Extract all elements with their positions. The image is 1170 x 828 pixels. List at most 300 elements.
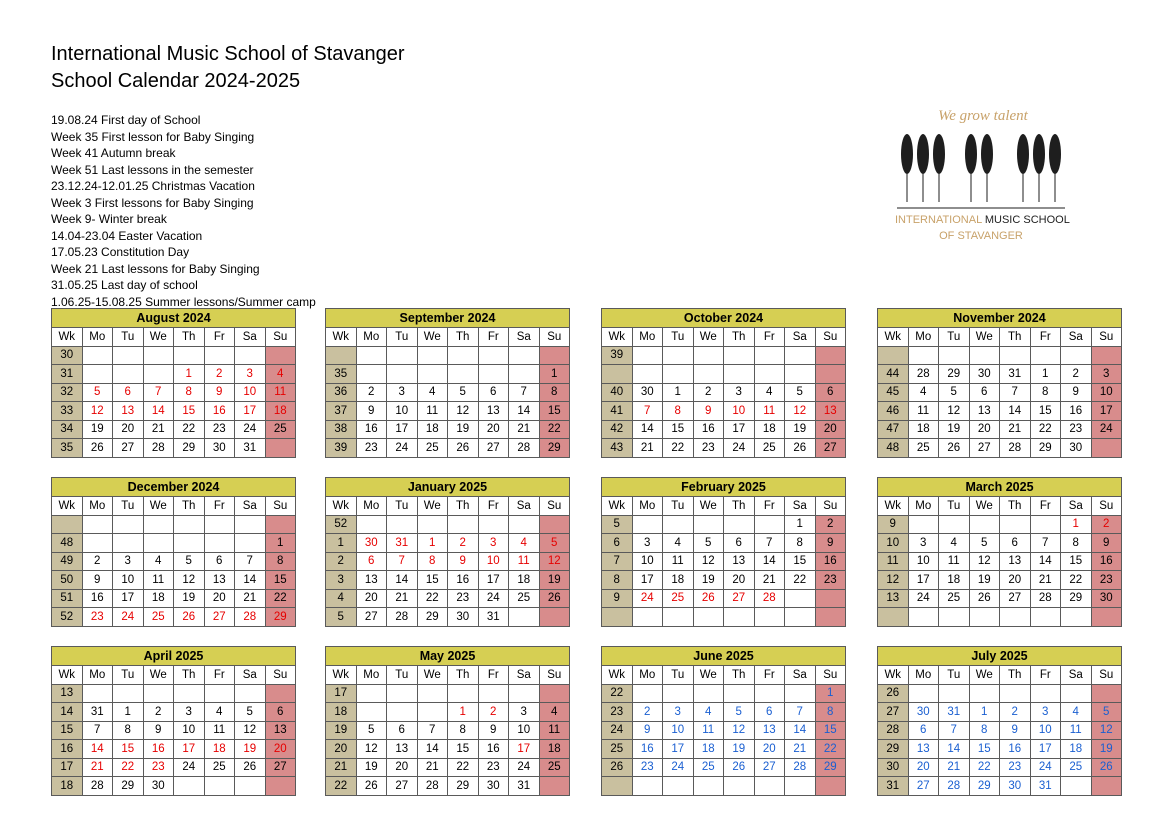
day-header: Su [265,328,296,347]
day-cell: 10 [632,552,663,571]
week-number: 7 [602,552,633,571]
day-header: Tu [113,666,144,685]
day-cell: 28 [939,777,970,796]
day-cell: 5 [1091,703,1122,722]
day-header: Fr [754,666,785,685]
day-cell: 22 [1030,420,1061,439]
day-cell: 15 [174,402,205,421]
day-cell [174,346,205,365]
day-cell [724,346,755,365]
day-header: Sa [1061,328,1092,347]
day-cell: 11 [417,402,448,421]
day-cell: 28 [754,589,785,608]
day-cell [174,777,205,796]
page-subtitle: School Calendar 2024-2025 [51,70,301,92]
day-cell: 26 [693,589,724,608]
day-cell: 29 [969,777,1000,796]
day-cell [82,534,113,553]
day-cell: 17 [509,740,540,759]
day-cell: 1 [815,684,846,703]
day-cell: 9 [478,721,509,740]
day-cell: 30 [356,534,387,553]
day-cell: 14 [1000,402,1031,421]
day-cell [265,346,296,365]
logo-name: INTERNATIONAL MUSIC SCHOOL [895,214,1070,226]
day-cell: 17 [1091,402,1122,421]
week-number [326,346,357,365]
day-cell: 25 [265,420,296,439]
day-cell [1030,608,1061,627]
day-cell: 25 [908,439,939,458]
day-cell: 24 [387,439,418,458]
day-cell: 3 [724,383,755,402]
day-cell [663,684,694,703]
week-number: 52 [52,608,83,627]
day-cell: 25 [754,439,785,458]
week-number: 22 [602,684,633,703]
day-cell: 9 [82,571,113,590]
day-cell: 8 [785,534,816,553]
note-line: 14.04-23.04 Easter Vacation [51,228,203,243]
day-cell [509,346,540,365]
day-cell [82,684,113,703]
day-cell [235,534,266,553]
day-header: Fr [754,328,785,347]
day-cell: 12 [1091,721,1122,740]
day-cell: 19 [448,420,479,439]
day-cell: 21 [509,420,540,439]
day-cell: 14 [509,402,540,421]
day-cell: 16 [815,552,846,571]
day-cell: 23 [632,758,663,777]
day-cell: 3 [387,383,418,402]
day-cell: 20 [815,420,846,439]
day-cell: 21 [417,758,448,777]
day-cell: 28 [82,777,113,796]
week-number: 33 [52,402,83,421]
day-cell: 2 [693,383,724,402]
day-cell [969,346,1000,365]
day-cell: 2 [204,365,235,384]
day-header: Su [815,328,846,347]
day-cell: 27 [754,758,785,777]
day-cell [417,515,448,534]
week-number: 17 [52,758,83,777]
day-cell: 2 [143,703,174,722]
week-number [878,608,909,627]
week-number: 18 [52,777,83,796]
day-cell: 28 [908,365,939,384]
day-cell: 22 [1061,571,1092,590]
day-cell: 4 [265,365,296,384]
day-cell [417,703,448,722]
day-cell: 27 [356,608,387,627]
week-number: 43 [602,439,633,458]
day-cell: 26 [785,439,816,458]
week-number: 4 [326,589,357,608]
day-cell [509,608,540,627]
month-title: July 2025 [878,647,1122,666]
day-cell: 7 [143,383,174,402]
day-cell: 20 [356,589,387,608]
day-header: Th [724,328,755,347]
day-cell: 22 [174,420,205,439]
week-number: 37 [326,402,357,421]
day-cell: 17 [235,402,266,421]
day-cell: 8 [969,721,1000,740]
day-cell [754,365,785,384]
day-cell [785,346,816,365]
day-cell: 20 [969,420,1000,439]
week-number: 35 [326,365,357,384]
week-number: 6 [602,534,633,553]
day-cell: 26 [939,439,970,458]
day-cell: 14 [82,740,113,759]
day-cell: 8 [1061,534,1092,553]
day-cell [265,439,296,458]
day-header: Wk [602,328,633,347]
day-cell: 28 [785,758,816,777]
day-header: Tu [387,497,418,516]
day-cell: 9 [1000,721,1031,740]
note-line: 19.08.24 First day of School [51,113,201,127]
week-number: 34 [52,420,83,439]
day-cell: 1 [1061,515,1092,534]
day-cell: 25 [539,758,570,777]
day-cell [448,365,479,384]
week-number: 14 [52,703,83,722]
calendar-notes [51,112,316,310]
day-header: Fr [754,497,785,516]
day-cell: 14 [1030,552,1061,571]
day-cell [632,608,663,627]
day-cell: 13 [265,721,296,740]
day-cell: 31 [387,534,418,553]
day-cell: 7 [1000,383,1031,402]
day-cell: 30 [478,777,509,796]
day-cell [478,515,509,534]
day-cell: 17 [1030,740,1061,759]
week-number: 41 [602,402,633,421]
day-cell [1091,439,1122,458]
day-cell [939,515,970,534]
day-cell: 12 [693,552,724,571]
day-cell [448,515,479,534]
day-header: Tu [663,328,694,347]
day-cell [387,365,418,384]
day-header: Su [1091,666,1122,685]
day-header: We [417,328,448,347]
day-cell: 30 [1091,589,1122,608]
week-number: 10 [878,534,909,553]
day-header: Fr [1030,666,1061,685]
day-header: Su [539,666,570,685]
day-header: Sa [509,328,540,347]
day-cell: 8 [417,552,448,571]
day-cell [417,346,448,365]
day-cell: 1 [539,365,570,384]
day-header: Wk [52,666,83,685]
day-header: Mo [908,666,939,685]
day-header: We [417,497,448,516]
day-cell: 4 [754,383,785,402]
day-cell [174,515,205,534]
day-header: Tu [387,666,418,685]
day-cell: 2 [356,383,387,402]
day-cell [724,608,755,627]
day-cell [815,777,846,796]
day-cell [1061,346,1092,365]
day-header: Mo [632,328,663,347]
day-header: Mo [632,666,663,685]
day-cell: 15 [785,552,816,571]
day-cell: 17 [478,571,509,590]
day-cell [478,365,509,384]
month-title: January 2025 [326,478,570,497]
day-cell: 13 [969,402,1000,421]
day-cell: 29 [1061,589,1092,608]
day-cell: 5 [785,383,816,402]
day-cell: 15 [448,740,479,759]
day-cell: 3 [632,534,663,553]
day-cell: 30 [908,703,939,722]
day-cell: 15 [113,740,144,759]
day-cell: 15 [1030,402,1061,421]
day-cell: 28 [417,777,448,796]
day-header: Th [448,666,479,685]
day-cell: 23 [143,758,174,777]
day-cell [815,346,846,365]
day-cell: 5 [693,534,724,553]
note-line: Week 41 Autumn break [51,146,176,160]
day-cell: 22 [815,740,846,759]
note-line: 1.06.25-15.08.25 Summer lessons/Summer camp [51,294,316,309]
day-cell: 5 [356,721,387,740]
day-cell [754,684,785,703]
logo-tagline: We grow talent [938,108,1028,124]
day-cell: 10 [1030,721,1061,740]
day-cell: 19 [693,571,724,590]
day-cell [143,515,174,534]
day-cell: 23 [204,420,235,439]
day-cell: 18 [204,740,235,759]
day-cell: 16 [1061,402,1092,421]
day-cell: 5 [82,383,113,402]
day-cell: 3 [235,365,266,384]
day-header: We [969,497,1000,516]
day-header: Wk [878,666,909,685]
day-cell: 2 [1000,703,1031,722]
day-cell: 20 [908,758,939,777]
day-cell: 7 [632,402,663,421]
day-cell [204,534,235,553]
note-line: Week 21 Last lessons for Baby Singing [51,261,260,276]
day-cell: 16 [356,420,387,439]
day-cell: 19 [785,420,816,439]
school-logo [895,92,1070,244]
day-cell: 11 [539,721,570,740]
week-number: 48 [878,439,909,458]
day-cell: 8 [174,383,205,402]
month-title: October 2024 [602,309,846,328]
day-cell: 13 [815,402,846,421]
month-title: April 2025 [52,647,296,666]
day-header: Wk [326,497,357,516]
day-cell: 22 [265,589,296,608]
day-cell [1091,346,1122,365]
day-cell [509,684,540,703]
day-cell: 30 [143,777,174,796]
day-cell: 5 [235,703,266,722]
day-cell: 22 [785,571,816,590]
month-calendar [51,477,296,627]
day-cell: 11 [939,552,970,571]
day-cell: 6 [908,721,939,740]
day-cell: 12 [448,402,479,421]
day-cell [815,365,846,384]
week-number: 38 [326,420,357,439]
day-cell [235,515,266,534]
day-header: Tu [663,666,694,685]
day-cell: 19 [1091,740,1122,759]
day-cell: 10 [908,552,939,571]
day-header: Su [539,328,570,347]
day-header: Sa [785,497,816,516]
day-cell: 16 [693,420,724,439]
day-cell: 4 [939,534,970,553]
day-cell: 10 [174,721,205,740]
day-cell: 30 [969,365,1000,384]
day-header: Th [448,497,479,516]
day-cell [539,515,570,534]
day-cell: 30 [1000,777,1031,796]
day-cell: 11 [1061,721,1092,740]
day-cell: 18 [939,571,970,590]
day-cell: 25 [693,758,724,777]
week-number: 46 [878,402,909,421]
day-cell: 29 [539,439,570,458]
day-cell: 31 [1000,365,1031,384]
day-header: Th [1000,666,1031,685]
day-cell [815,589,846,608]
day-cell: 20 [113,420,144,439]
day-cell [1030,684,1061,703]
day-cell: 13 [908,740,939,759]
week-number: 26 [602,758,633,777]
day-cell: 29 [1030,439,1061,458]
week-number: 30 [878,758,909,777]
day-cell: 8 [1030,383,1061,402]
month-calendar [51,308,296,458]
month-calendar [877,646,1122,796]
day-cell: 1 [417,534,448,553]
day-cell [1061,608,1092,627]
day-cell: 30 [448,608,479,627]
day-cell: 4 [908,383,939,402]
day-header: Fr [478,666,509,685]
day-header: Mo [356,666,387,685]
note-line: Week 35 First lesson for Baby Singing [51,129,255,144]
day-cell: 4 [539,703,570,722]
day-cell: 18 [509,571,540,590]
day-cell: 25 [204,758,235,777]
week-number: 40 [602,383,633,402]
day-cell: 10 [113,571,144,590]
day-cell [82,365,113,384]
month-title: March 2025 [878,478,1122,497]
day-cell [1000,515,1031,534]
day-cell [632,346,663,365]
week-number: 21 [326,758,357,777]
week-number: 5 [326,608,357,627]
day-cell: 4 [509,534,540,553]
week-number: 25 [602,740,633,759]
day-cell: 27 [387,777,418,796]
week-number: 28 [878,721,909,740]
month-title: May 2025 [326,647,570,666]
day-cell: 9 [448,552,479,571]
day-cell: 22 [969,758,1000,777]
day-cell: 20 [1000,571,1031,590]
day-header: Sa [509,497,540,516]
day-cell: 27 [113,439,144,458]
day-cell [82,346,113,365]
week-number [602,608,633,627]
day-cell: 6 [815,383,846,402]
week-number: 9 [602,589,633,608]
day-cell [754,346,785,365]
day-cell [693,365,724,384]
week-number: 13 [878,589,909,608]
day-cell: 5 [174,552,205,571]
day-cell [509,515,540,534]
day-cell: 1 [1030,365,1061,384]
day-cell: 5 [939,383,970,402]
day-cell [143,684,174,703]
day-cell: 31 [478,608,509,627]
day-cell: 2 [82,552,113,571]
day-header: We [693,666,724,685]
day-header: Fr [204,666,235,685]
day-cell: 23 [815,571,846,590]
note-line: Week 3 First lessons for Baby Singing [51,195,254,210]
day-cell [632,515,663,534]
day-cell: 28 [1030,589,1061,608]
day-cell: 29 [815,758,846,777]
day-header: Fr [204,328,235,347]
day-header: Sa [235,497,266,516]
day-cell: 20 [387,758,418,777]
day-header: Sa [1061,497,1092,516]
day-cell: 15 [969,740,1000,759]
day-cell: 29 [174,439,205,458]
day-cell: 9 [632,721,663,740]
day-cell: 9 [815,534,846,553]
day-cell: 22 [663,439,694,458]
day-cell: 7 [509,383,540,402]
day-cell: 10 [509,721,540,740]
day-cell: 9 [1061,383,1092,402]
day-cell: 13 [204,571,235,590]
day-cell: 1 [969,703,1000,722]
week-number: 29 [878,740,909,759]
day-cell: 22 [448,758,479,777]
day-header: Tu [113,328,144,347]
day-cell [815,608,846,627]
day-header: Tu [113,497,144,516]
day-cell: 28 [143,439,174,458]
day-cell: 16 [448,571,479,590]
